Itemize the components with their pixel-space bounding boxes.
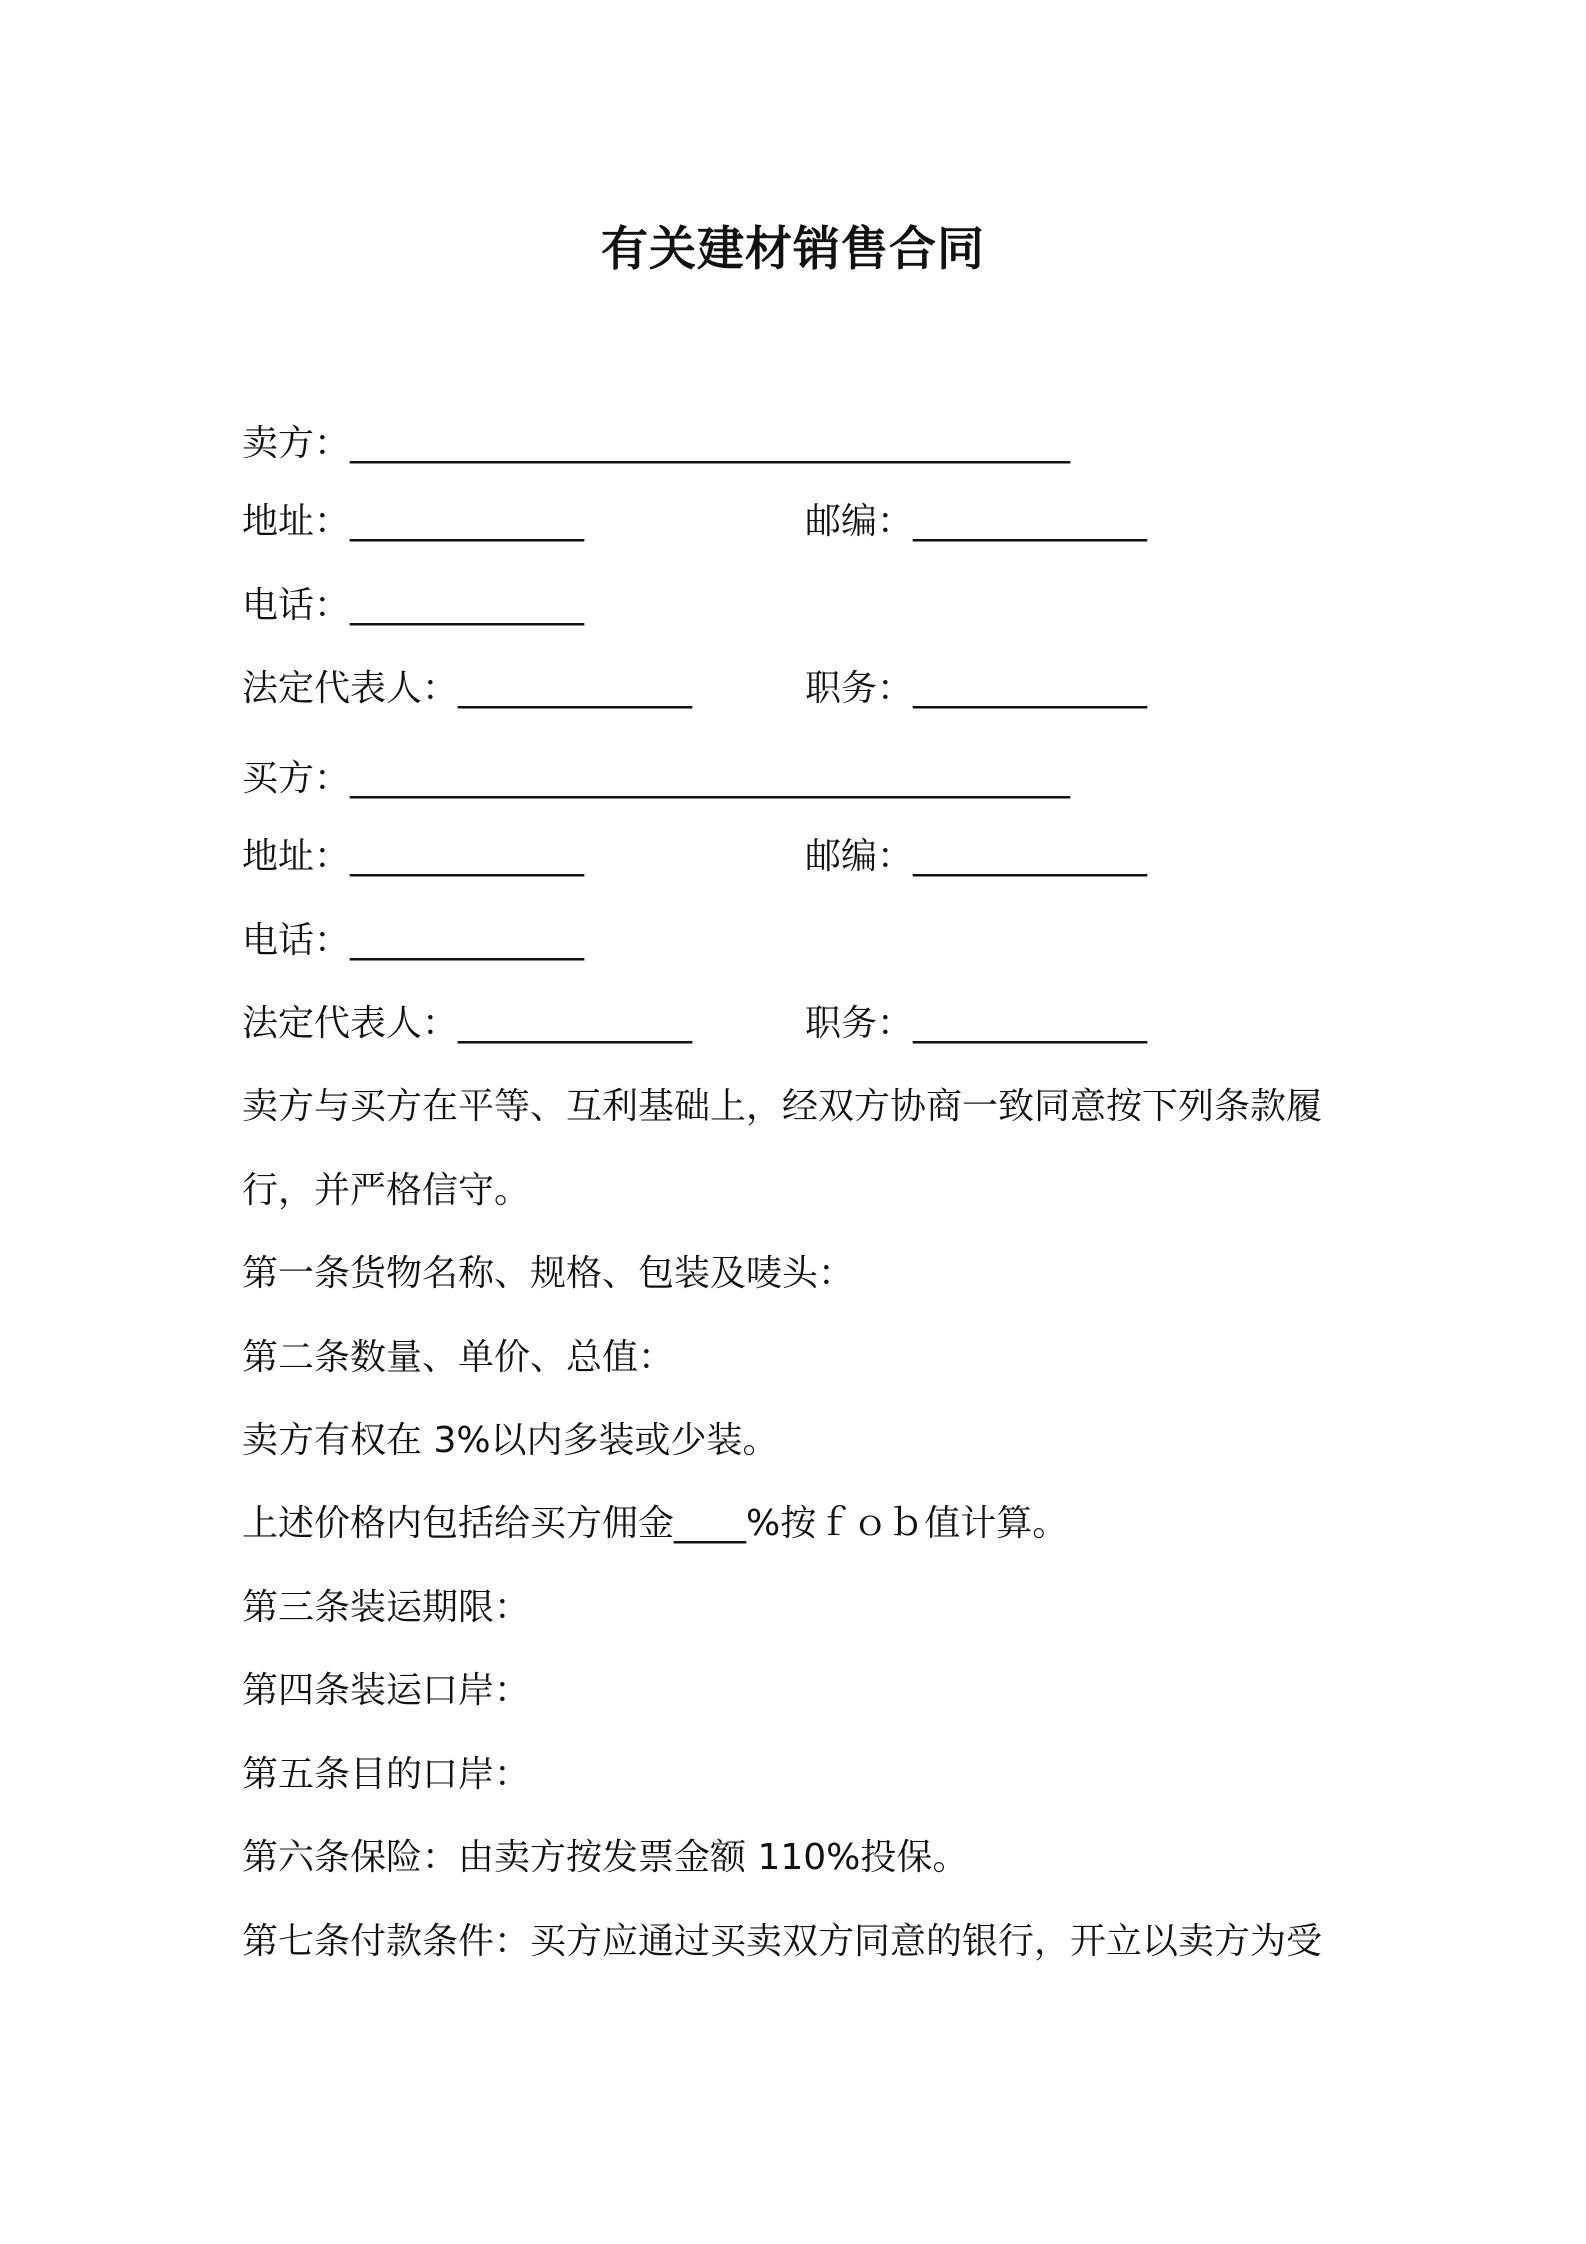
page-title: 有关建材销售合同 <box>601 222 985 277</box>
article-2-note-1: 卖方有权在 3%以内多装或少装。 <box>242 1420 779 1461</box>
seller-name-field: 卖方：________________________________________ <box>242 423 1071 464</box>
article-7: 第七条付款条件：买方应通过买卖双方同意的银行，开立以卖方为受 <box>242 1921 1323 1962</box>
article-5: 第五条目的口岸： <box>242 1754 531 1795</box>
buyer-postcode-field: 邮编：_____________ <box>805 836 1148 877</box>
buyer-phone-field: 电话：_____________ <box>242 920 585 961</box>
article-2: 第二条数量、单价、总值： <box>242 1337 675 1378</box>
intro-paragraph-line-1: 卖方与买方在平等、互利基础上，经双方协商一致同意按下列条款履 <box>242 1086 1323 1127</box>
seller-postcode-field: 邮编：_____________ <box>805 501 1148 542</box>
intro-paragraph-line-2: 行，并严格信守。 <box>242 1170 531 1211</box>
article-2-note-2: 上述价格内包括给买方佣金____%按ｆｏｂ值计算。 <box>242 1503 1069 1544</box>
seller-position-field: 职务：_____________ <box>805 668 1148 709</box>
article-6: 第六条保险：由卖方按发票金额 110%投保。 <box>242 1837 969 1878</box>
seller-phone-field: 电话：_____________ <box>242 585 585 626</box>
article-1: 第一条货物名称、规格、包装及唛头： <box>242 1253 855 1294</box>
buyer-representative-field: 法定代表人：_____________ <box>242 1003 693 1044</box>
article-4: 第四条装运口岸： <box>242 1670 531 1711</box>
buyer-address-field: 地址：_____________ <box>242 836 585 877</box>
seller-representative-field: 法定代表人：_____________ <box>242 668 693 709</box>
buyer-position-field: 职务：_____________ <box>805 1003 1148 1044</box>
article-3: 第三条装运期限： <box>242 1587 531 1628</box>
buyer-name-field: 买方：________________________________________ <box>242 758 1071 799</box>
seller-address-field: 地址：_____________ <box>242 501 585 542</box>
